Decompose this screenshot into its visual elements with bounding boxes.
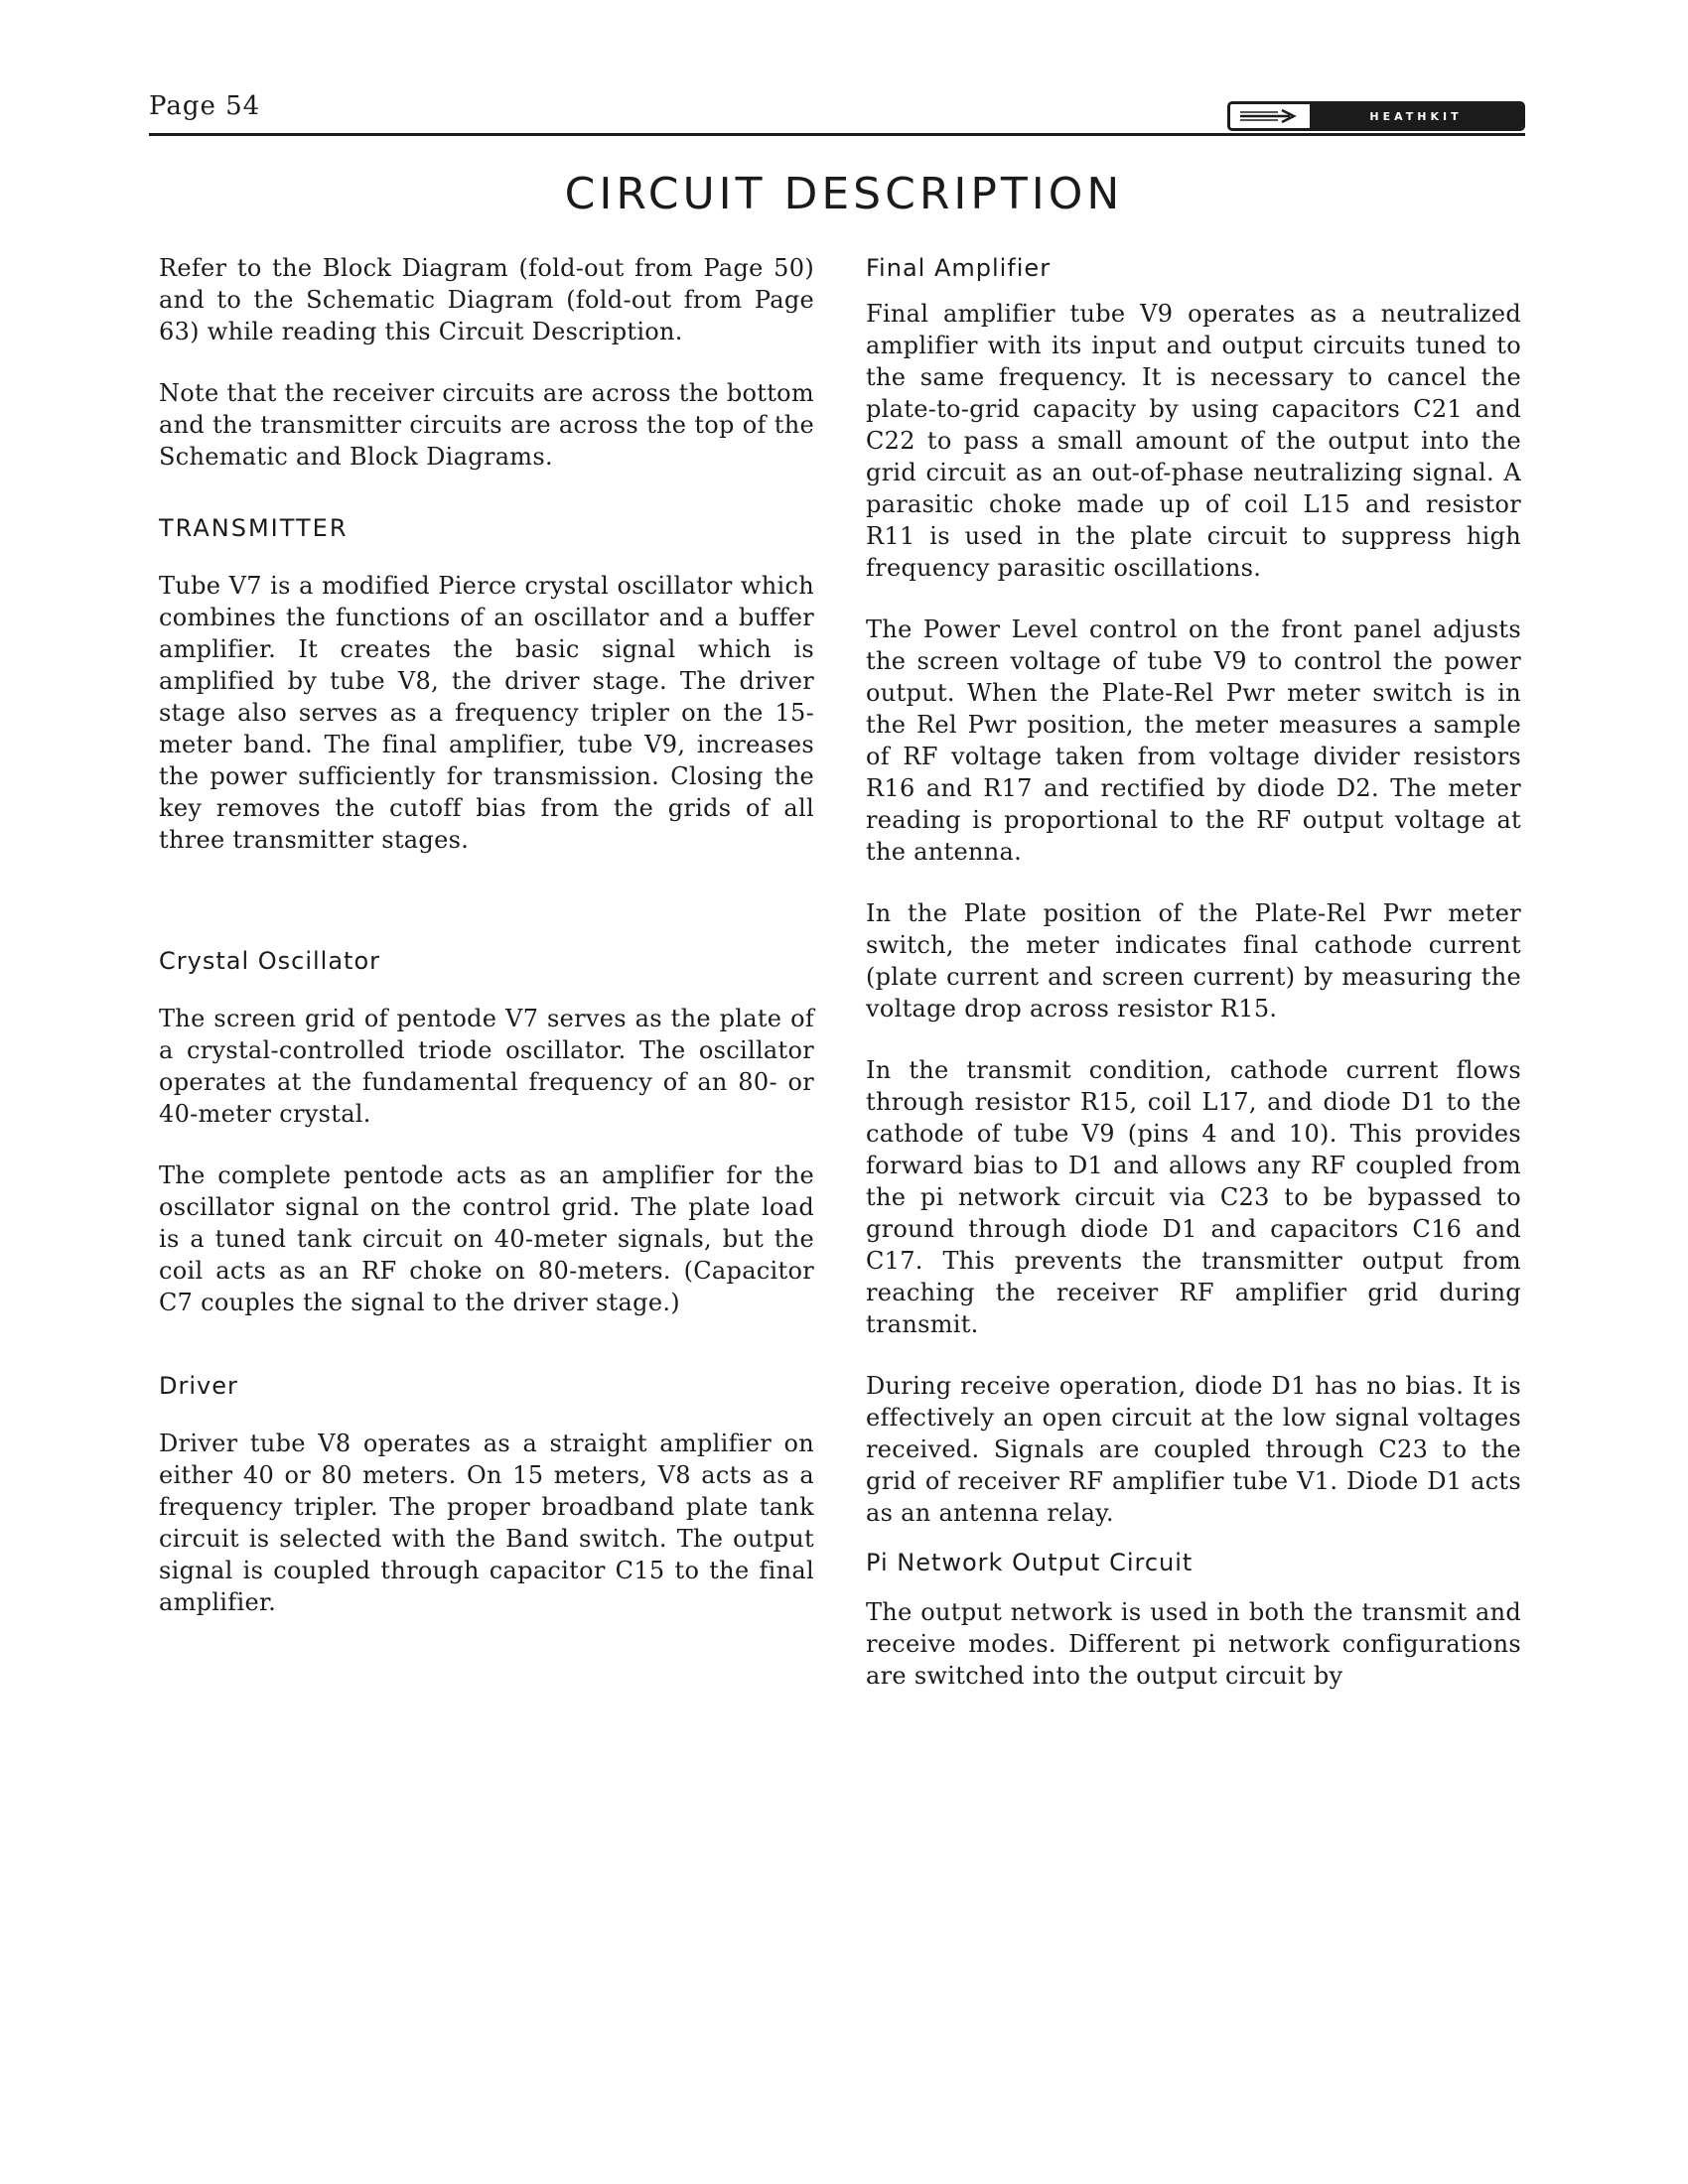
intro-paragraph: Refer to the Block Diagram (fold-out from Page 50) and to the Schematic Diagram (fold-out from Page 63) while reading this Circuit Description.	[159, 254, 814, 345]
final-amplifier-paragraph: Final amplifier tube V9 operates as a neutralized amplifier with its input and output circuits tuned to the same frequency. It is necessary to cancel the plate-to-grid capacity by using capacitors C21 and C22 to pass a small amount of the output into the grid circuit as an out-of-phase neutralizing signal. A parasitic choke made up of coil L15 and resistor R11 is used in the plate circuit to suppress high frequency parasitic oscillations.	[866, 300, 1521, 582]
receive-operation-paragraph: During receive operation, diode D1 has no bias. It is effectively an open circuit at the low signal voltages received. Signals are coupled through C23 to the grid of receiver RF amplifier tube V1. Diode D1 acts as an antenna relay.	[866, 1372, 1521, 1527]
brand-logo	[1227, 101, 1525, 131]
header-rule	[149, 133, 1525, 136]
right-column	[866, 252, 1521, 1721]
transmitter-heading: TRANSMITTER	[159, 514, 349, 542]
plate-position-paragraph: In the Plate position of the Plate-Rel Pwr meter switch, the meter indicates final cathode current (plate current and screen current) by measuring the voltage drop across resistor R15.	[866, 899, 1521, 1023]
page-number: Page 54	[149, 91, 261, 121]
intro-note-paragraph: Note that the receiver circuits are across the bottom and the transmitter circuits are across the top of the Schematic and Block Diagrams.	[159, 379, 814, 471]
power-level-paragraph: The Power Level control on the front panel adjusts the screen voltage of tube V9 to control the power output. When the Plate-Rel Pwr meter switch is in the Rel Pwr position, the meter measures a sample of RF voltage taken from voltage divider resistors R16 and R17 and rectified by diode D2. The meter reading is proportional to the RF output voltage at the antenna.	[866, 615, 1521, 866]
pi-network-heading: Pi Network Output Circuit	[866, 1549, 1194, 1576]
crystal-paragraph-2: The complete pentode acts as an amplifier for the oscillator signal on the control grid. The plate load is a tuned tank circuit on 40-meter signals, but the coil acts as an RF choke on 80-meters. (Capacitor C7 couples the signal to the driver stage.)	[159, 1161, 814, 1316]
transmit-condition-paragraph: In the transmit condition, cathode current flows through resistor R15, coil L17, and diode D1 to the cathode of tube V9 (pins 4 and 10). This provides forward bias to D1 and allows any RF coupled from the pi network circuit via C23 to be bypassed to ground through diode D1 and capacitors C16 and C17. This prevents the transmitter output from reaching the receiver RF amplifier grid during transmit.	[866, 1056, 1521, 1338]
crystal-oscillator-heading: Crystal Oscillator	[159, 947, 381, 975]
final-amplifier-heading: Final Amplifier	[866, 254, 1052, 282]
page-title: CIRCUIT DESCRIPTION	[564, 169, 1124, 219]
left-column	[159, 252, 814, 1648]
arrow-right-icon	[1230, 104, 1310, 128]
brand-name: HEATHKIT	[1310, 104, 1522, 128]
driver-heading: Driver	[159, 1372, 238, 1400]
driver-paragraph: Driver tube V8 operates as a straight amplifier on either 40 or 80 meters. On 15 meters, V8 acts as a frequency tripler. The proper broadband plate tank circuit is selected with the Band switch. The output signal is coupled through capacitor C15 to the final amplifier.	[159, 1430, 814, 1616]
crystal-paragraph-1: The screen grid of pentode V7 serves as the plate of a crystal-controlled triode oscillator. The oscillator operates at the fundamental frequency of an 80- or 40-meter crystal.	[159, 1005, 814, 1128]
pi-network-paragraph: The output network is used in both the transmit and receive modes. Different pi network configurations are switched into the output circuit by	[866, 1598, 1521, 1690]
transmitter-paragraph: Tube V7 is a modified Pierce crystal oscillator which combines the functions of an oscillator and a buffer amplifier. It creates the basic signal which is amplified by tube V8, the driver stage. The driver stage also serves as a frequency tripler on the 15-meter band. The final amplifier, tube V9, increases the power sufficiently for transmission. Closing the key removes the cutoff bias from the grids of all three transmitter stages.	[159, 572, 814, 854]
